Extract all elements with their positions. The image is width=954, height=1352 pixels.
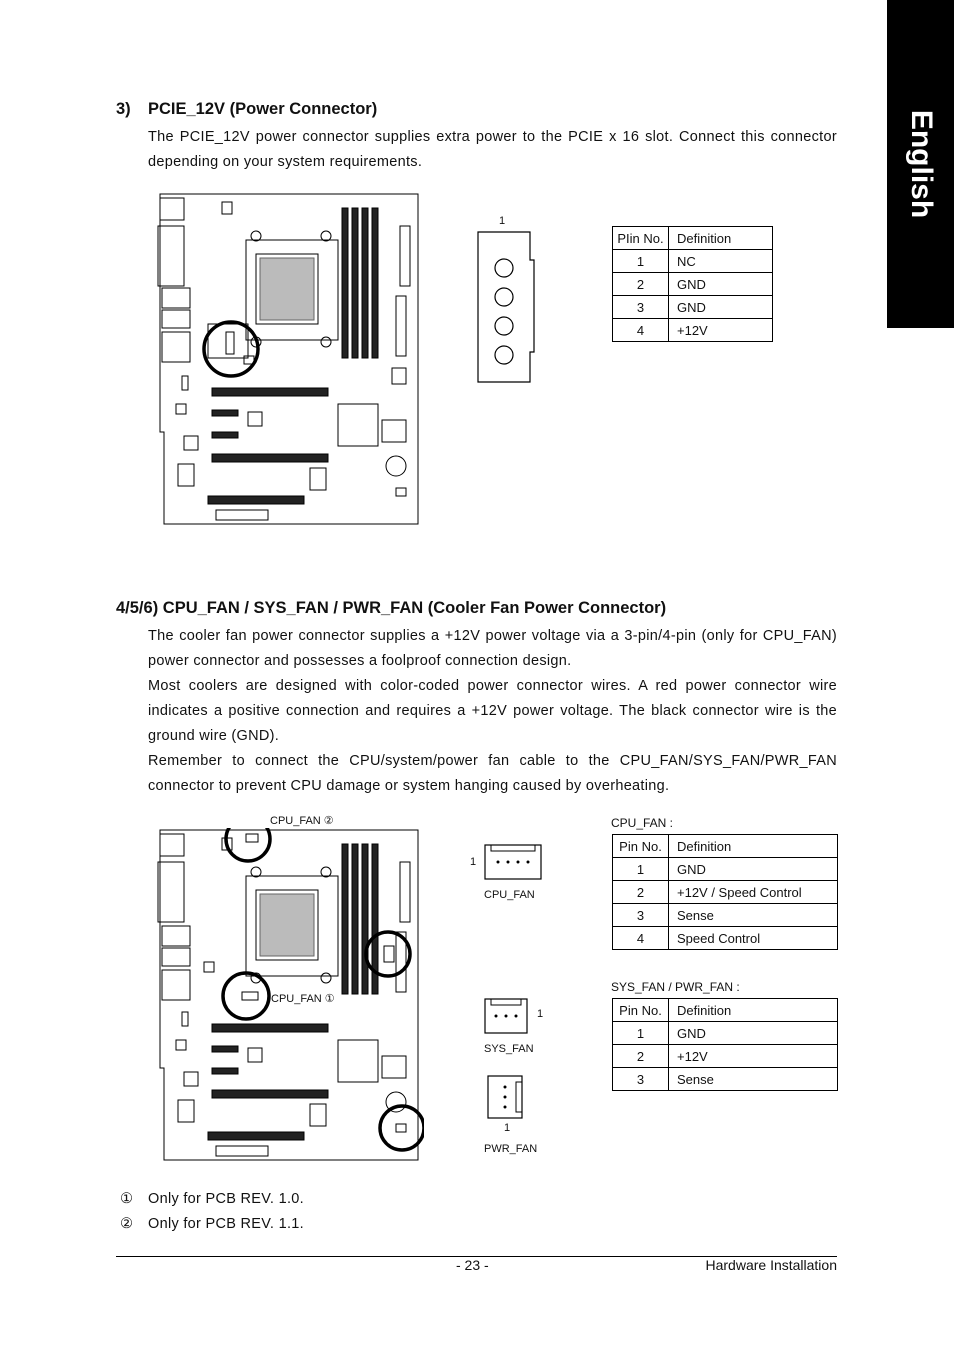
pwr-fan-pin1-label: 1 [504, 1122, 511, 1134]
pwr-fan-connector-drawing [486, 1074, 524, 1120]
sys-fan-connector-drawing [483, 997, 529, 1035]
pcie-heading: PCIE_12V (Power Connector) [148, 100, 378, 118]
table-row [613, 227, 773, 250]
table-cell: 3 [613, 1068, 669, 1091]
table-cell: +12V [669, 1045, 838, 1068]
sys-fan-table-title: SYS_FAN / PWR_FAN : [611, 980, 740, 994]
table-cell: 3 [613, 296, 669, 319]
fan-paragraph-3: Remember to connect the CPU/system/power fan cable to the CPU_FAN/SYS_FAN/PWR_FAN connector to prevent CPU damage or system hanging caused by overheating. [148, 753, 837, 794]
table-cell: 2 [613, 273, 669, 296]
note-marker: ② [120, 1216, 134, 1232]
pcie12v-connector-drawing [476, 230, 536, 386]
table-cell: GND [669, 1022, 838, 1045]
pcie-pin-table [612, 226, 773, 342]
table-row [613, 1068, 838, 1091]
board-cpu-fan-label-top: CPU_FAN ② [270, 815, 334, 827]
table-cell: Speed Control [669, 927, 838, 950]
table-header-pin: Pin No. [613, 835, 669, 858]
pcie12v-highlight-circle [204, 322, 258, 376]
table-cell: 3 [613, 904, 669, 927]
table-row [613, 273, 773, 296]
table-row [613, 296, 773, 319]
table-cell: 4 [613, 927, 669, 950]
table-row [613, 927, 838, 950]
table-header-definition: Definition [669, 999, 838, 1022]
fan-paragraph-1: The cooler fan power connector supplies a +12V power voltage via a 3-pin/4-pin (only for CPU_FAN) power connector and possesses a foolproof connection design. [148, 628, 837, 669]
footer-section-title: Hardware Installation [705, 1257, 837, 1273]
cpu-fan-connector-label: CPU_FAN [484, 889, 535, 901]
note-pcb-rev-11 [120, 1216, 304, 1232]
motherboard-diagram-fans [156, 828, 424, 1162]
table-cell: 1 [613, 250, 669, 273]
board-cpu-fan-label-mid: CPU_FAN ① [271, 993, 335, 1005]
table-row [613, 904, 838, 927]
cpu-fan-table-title: CPU_FAN : [611, 816, 674, 830]
table-cell: GND [669, 273, 773, 296]
table-header-pin: PIin No. [613, 227, 669, 250]
table-row [613, 835, 838, 858]
table-cell: 1 [613, 1022, 669, 1045]
table-cell: +12V [669, 319, 773, 342]
language-tab-label: English [904, 109, 938, 219]
note-text: Only for PCB REV. 1.0. [148, 1191, 304, 1207]
table-cell: 1 [613, 858, 669, 881]
pcie-description: The PCIE_12V power connector supplies extra power to the PCIE x 16 slot. Connect this connector depending on your system requirements. [148, 129, 837, 170]
table-cell: GND [669, 296, 773, 319]
table-cell: Sense [669, 904, 838, 927]
table-cell: Sense [669, 1068, 838, 1091]
table-cell: 2 [613, 1045, 669, 1068]
table-row [613, 858, 838, 881]
table-header-definition: Definition [669, 835, 838, 858]
pcie-heading-number: 3) [116, 100, 131, 118]
fan-paragraph-2: Most coolers are designed with color-coded power connector wires. A red power connector wire indicates a positive connection and requires a +12V power voltage. The black connector wire is the ground wire (GND). [148, 678, 837, 744]
sys-fan-pin-table [612, 998, 838, 1091]
table-cell: GND [669, 858, 838, 881]
pwr-fan-connector-label: PWR_FAN [484, 1143, 538, 1155]
cpu-fan-pin-table [612, 834, 838, 950]
table-row [613, 1045, 838, 1068]
table-header-definition: Definition [669, 227, 773, 250]
pcie-pin1-label: 1 [499, 215, 506, 227]
pwr-fan-highlight-circle [380, 1106, 424, 1150]
cpu-fan-pin1-label: 1 [470, 856, 477, 868]
table-cell: 4 [613, 319, 669, 342]
table-row [613, 881, 838, 904]
cpu-fan-connector-drawing [483, 843, 543, 881]
table-row [613, 319, 773, 342]
note-text: Only for PCB REV. 1.1. [148, 1216, 304, 1232]
sys-fan-pin1-label: 1 [537, 1008, 544, 1020]
table-cell: 2 [613, 881, 669, 904]
table-cell: NC [669, 250, 773, 273]
cpu-fan-rev11-highlight-circle [226, 828, 270, 861]
motherboard-diagram-pcie [156, 192, 422, 526]
table-row [613, 250, 773, 273]
cpu-fan-rev10-highlight-circle [223, 973, 269, 1019]
language-tab [887, 0, 954, 328]
page-number: - 23 - [456, 1257, 489, 1273]
note-marker: ① [120, 1191, 134, 1207]
note-pcb-rev-10 [120, 1191, 304, 1207]
table-cell: +12V / Speed Control [669, 881, 838, 904]
table-row [613, 1022, 838, 1045]
table-row [613, 999, 838, 1022]
fan-heading: 4/5/6) CPU_FAN / SYS_FAN / PWR_FAN (Cooler Fan Power Connector) [116, 599, 667, 617]
sys-fan-connector-label: SYS_FAN [484, 1043, 534, 1055]
table-header-pin: Pin No. [613, 999, 669, 1022]
